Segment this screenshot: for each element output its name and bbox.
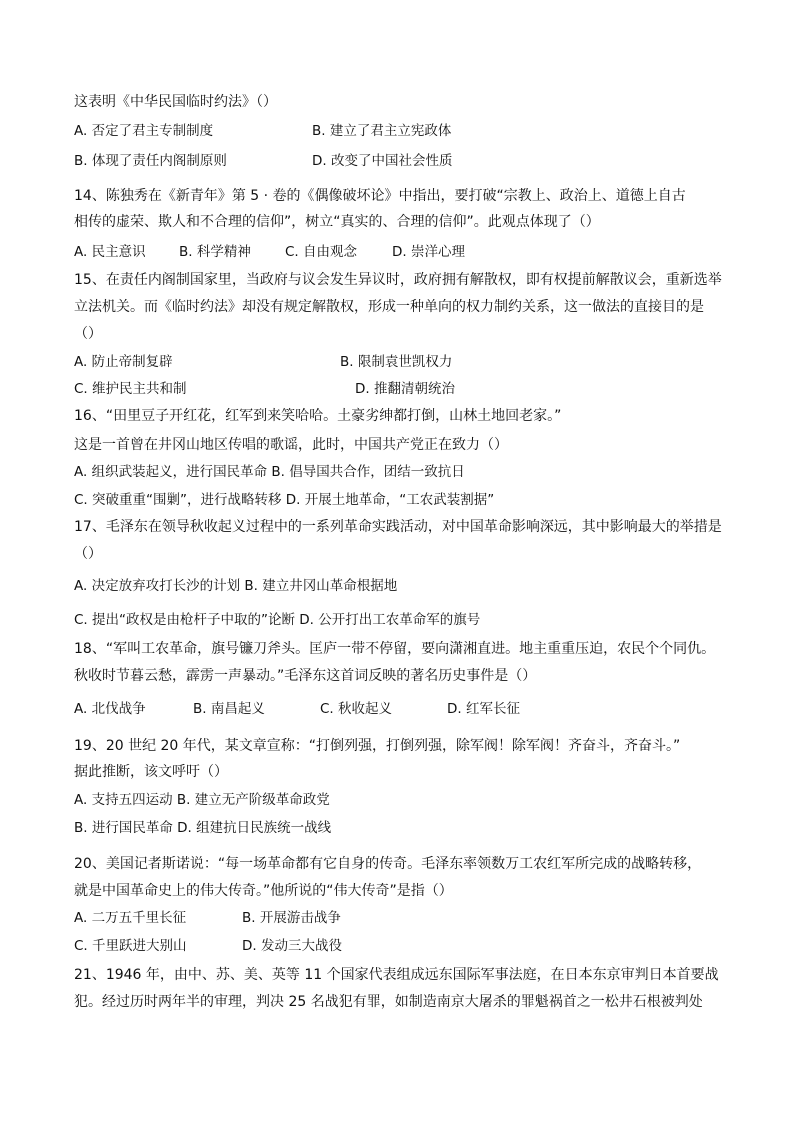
q14-option-a[interactable]: A. 民主意识 (74, 244, 146, 260)
q18-option-c[interactable]: C. 秋收起义 (320, 701, 393, 717)
q21-stem-line2: 犯。经过历时两年半的审理，判决 25 名战犯有罪，如制造南京大屠杀的罪魁祸首之一松井石根被判处 (74, 994, 703, 1010)
q17-stem-line1: 17、毛泽东在领导秋收起义过程中的一系列革命实践活动，对中国革命影响深远，其中影响最大的举措是 (74, 519, 722, 535)
q15-option-d[interactable]: D. 推翻清朝统治 (355, 381, 455, 397)
q15-stem-line2: 立法机关。而《临时约法》却没有规定解散权，形成一种单向的权力制约关系，这一做法的直接目的是 (74, 299, 704, 315)
q15-option-a[interactable]: A. 防止帝制复辟 (74, 354, 173, 370)
q15-option-b[interactable]: B. 限制袁世凯权力 (340, 354, 453, 370)
q21-stem-line1: 21、1946 年，由中、苏、美、英等 11 个国家代表组成远东国际军事法庭，在日本东京审判日本首要战 (74, 967, 719, 983)
q18-option-b[interactable]: B. 南昌起义 (193, 701, 265, 717)
q15-option-c[interactable]: C. 维护民主共和制 (74, 381, 187, 397)
q15-stem-line3: （） (74, 326, 102, 342)
q18-stem-line2: 秋收时节暮云愁，霹雳一声暴动。”毛泽东这首词反映的著名历史事件是（） (74, 668, 537, 684)
q14-stem-line1: 14、陈独秀在《新青年》第 5 · 卷的《偶像破坏论》中指出，要打破“宗教上、政治上、道德上自古 (74, 188, 686, 204)
q19-stem-line2: 据此推断，该文呼吁（） (74, 764, 228, 780)
q17-options-cd[interactable]: C. 提出“政权是由枪杆子中取的”论断 D. 公开打出工农革命军的旗号 (74, 612, 481, 628)
q18-stem-line1: 18、“军叫工农革命，旗号镰刀斧头。匡庐一带不停留，要向潇湘直进。地主重重压迫，农民个个同仇。 (74, 641, 716, 657)
q19-options-cd[interactable]: B. 进行国民革命 D. 组建抗日民族统一战线 (74, 820, 332, 836)
q13-option-d[interactable]: D. 改变了中国社会性质 (312, 153, 453, 169)
q16-options-ab[interactable]: A. 组织武装起义，进行国民革命 B. 倡导国共合作，团结一致抗日 (74, 464, 465, 480)
q14-option-d[interactable]: D. 崇洋心理 (392, 244, 465, 260)
q14-option-c[interactable]: C. 自由观念 (285, 244, 358, 260)
q19-options-ab[interactable]: A. 支持五四运动 B. 建立无产阶级革命政党 (74, 792, 330, 808)
q20-option-a[interactable]: A. 二万五千里长征 (74, 910, 187, 926)
q13-option-b[interactable]: B. 建立了君主立宪政体 (312, 123, 452, 139)
q18-option-a[interactable]: A. 北伐战争 (74, 701, 146, 717)
q19-stem-line1: 19、20 世纪 20 年代，某文章宣称：“打倒列强，打倒列强，除军阀！除军阀！齐奋斗，齐奋斗。” (74, 738, 681, 754)
q15-stem-line1: 15、在责任内阁制国家里，当政府与议会发生异议时，政府拥有解散权，即有权提前解散议会，重新选举 (74, 272, 722, 288)
q20-option-d[interactable]: D. 发动三大战役 (242, 938, 342, 954)
q17-stem-line2: （） (74, 546, 102, 562)
q20-option-b[interactable]: B. 开展游击战争 (242, 910, 341, 926)
q17-options-ab[interactable]: A. 决定放弃攻打长沙的计划 B. 建立井冈山革命根据地 (74, 578, 398, 594)
q16-options-cd[interactable]: C. 突破重重“围剿”，进行战略转移 D. 开展土地革命，“工农武装割据” (74, 492, 495, 508)
q18-option-d[interactable]: D. 红军长征 (447, 701, 520, 717)
q13-stem-tail: 这表明《中华民国临时约法》（） (74, 94, 277, 110)
q13-option-a[interactable]: A. 否定了君主专制制度 (74, 123, 214, 139)
q16-stem-line1: 16、“田里豆子开红花，红军到来笑哈哈。土豪劣绅都打倒，山林土地回老家。” (74, 408, 562, 424)
q13-option-c[interactable]: B. 体现了责任内阁制原则 (74, 153, 227, 169)
q20-stem-line1: 20、美国记者斯诺说：“每一场革命都有它自身的传奇。毛泽东率领数万工农红军所完成的战略转移， (74, 856, 702, 872)
q14-stem-line2: 相传的虚荣、欺人和不合理的信仰”，树立“真实的、合理的信仰”。此观点体现了（） (74, 214, 600, 230)
q14-option-b[interactable]: B. 科学精神 (179, 244, 251, 260)
q20-option-c[interactable]: C. 千里跃进大别山 (74, 938, 187, 954)
q16-stem-line2: 这是一首曾在井冈山地区传唱的歌谣，此时，中国共产党正在致力（） (74, 437, 508, 453)
q20-stem-line2: 就是中国革命史上的伟大传奇。”他所说的“伟大传奇”是指（） (74, 883, 453, 899)
